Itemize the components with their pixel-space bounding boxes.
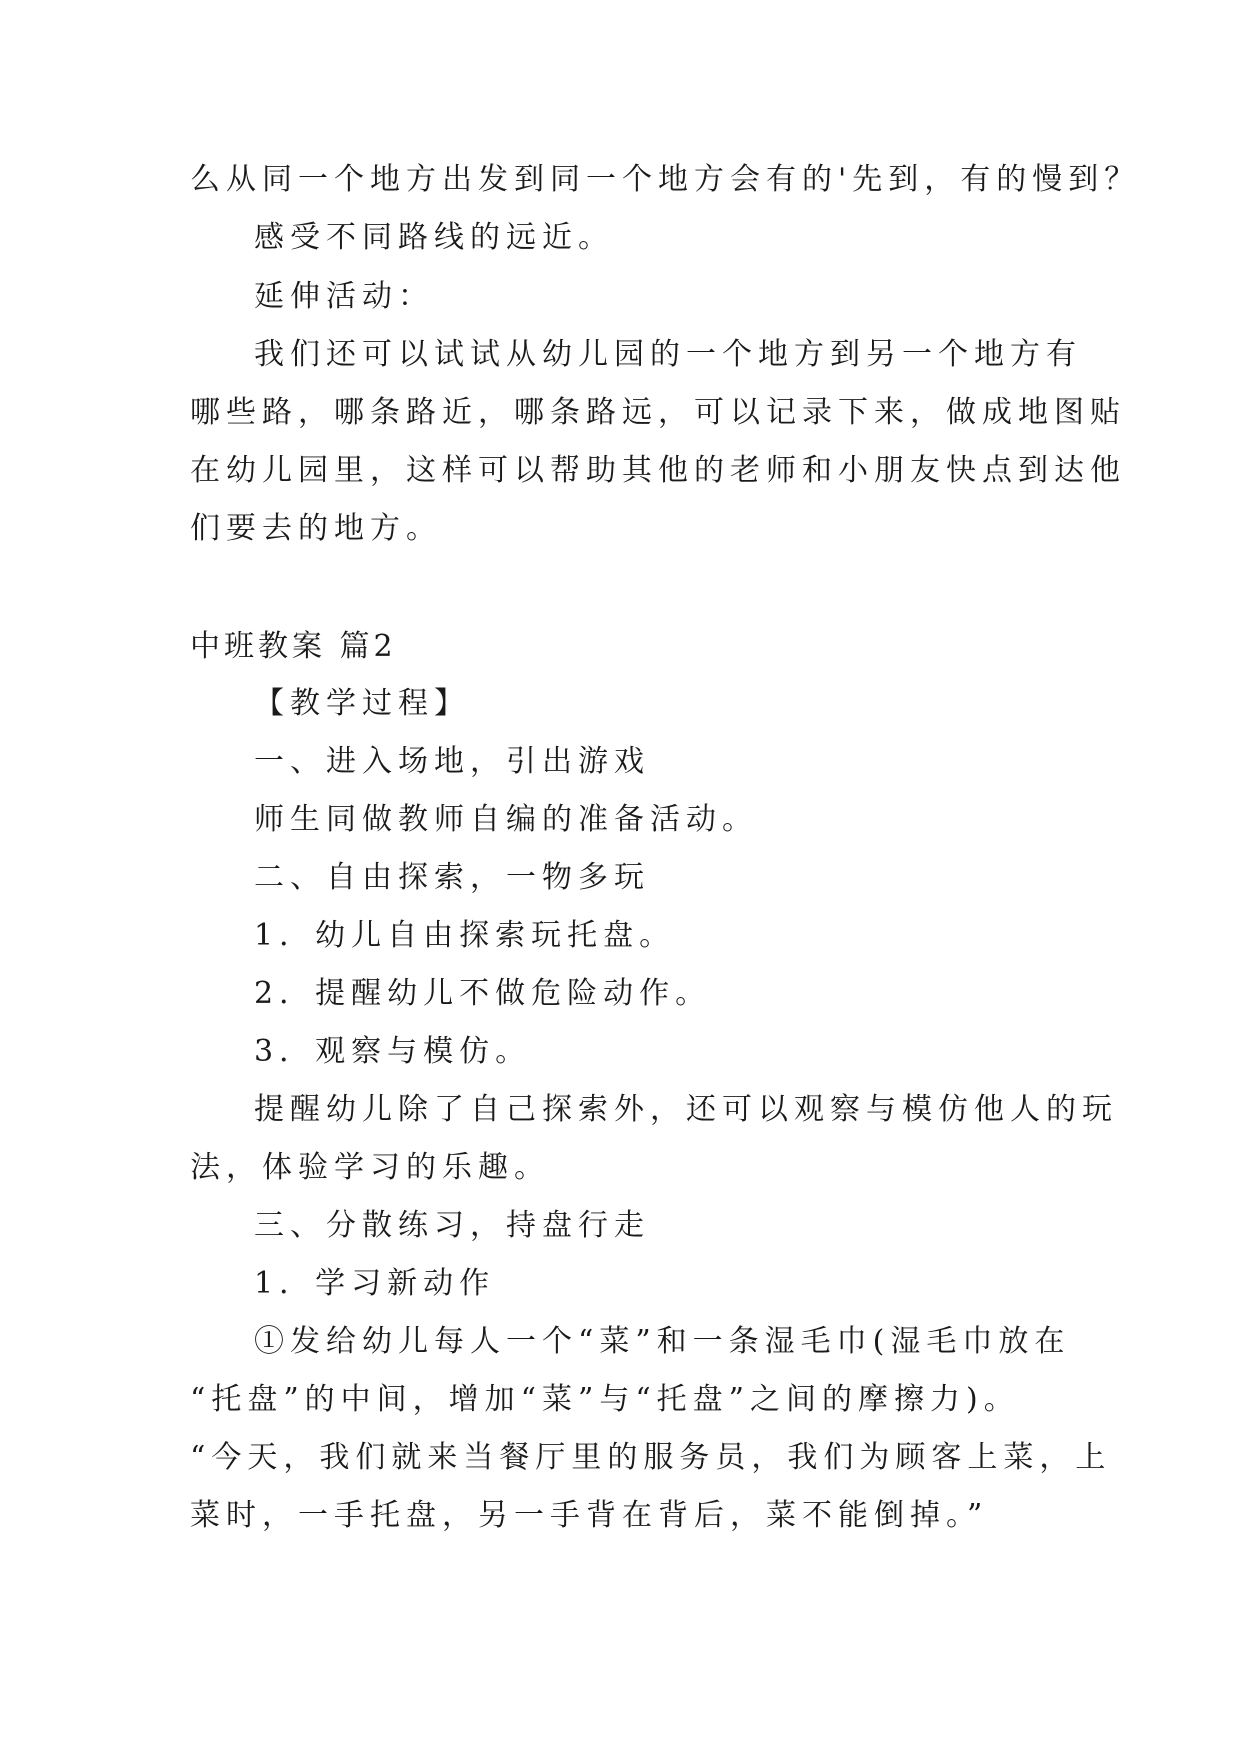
paragraph-line: 我们还可以试试从幼儿园的一个地方到另一个地方有 xyxy=(254,337,1082,372)
list-item: 2．提醒幼儿不做危险动作。 xyxy=(254,976,712,1011)
paragraph-line: 们要去的地方。 xyxy=(190,511,442,546)
subheading: 一、进入场地，引出游戏 xyxy=(254,744,650,779)
subheading: 【教学过程】 xyxy=(254,686,470,721)
paragraph-line: 感受不同路线的远近。 xyxy=(254,220,614,255)
section-title: 中班教案 篇2 xyxy=(190,629,397,664)
paragraph-line: ①发给幼儿每人一个“菜”和一条湿毛巾(湿毛巾放在 xyxy=(254,1324,1071,1359)
paragraph-line: 菜时，一手托盘，另一手背在背后，菜不能倒掉。” xyxy=(190,1498,989,1533)
paragraph-line: “托盘”的中间，增加“菜”与“托盘”之间的摩擦力)。 xyxy=(190,1382,1020,1417)
paragraph-line: 师生同做教师自编的准备活动。 xyxy=(254,802,758,837)
list-item: 1．幼儿自由探索玩托盘。 xyxy=(254,918,676,953)
subheading: 延伸活动： xyxy=(254,279,434,314)
paragraph-line: 提醒幼儿除了自己探索外，还可以观察与模仿他人的玩 xyxy=(254,1092,1118,1127)
subheading: 二、自由探索，一物多玩 xyxy=(254,860,650,895)
paragraph-line: 在幼儿园里，这样可以帮助其他的老师和小朋友快点到达他 xyxy=(190,453,1126,488)
paragraph-line: 哪些路，哪条路近，哪条路远，可以记录下来，做成地图贴 xyxy=(190,395,1126,430)
subheading: 三、分散练习，持盘行走 xyxy=(254,1208,650,1243)
paragraph-line: 法，体验学习的乐趣。 xyxy=(190,1150,550,1185)
list-item: 3．观察与模仿。 xyxy=(254,1034,532,1069)
paragraph-line: 么从同一个地方出发到同一个地方会有的'先到，有的慢到？ xyxy=(190,162,1141,197)
list-item: 1．学习新动作 xyxy=(254,1266,496,1301)
paragraph-line: “今天，我们就来当餐厅里的服务员，我们为顾客上菜，上 xyxy=(190,1440,1112,1475)
